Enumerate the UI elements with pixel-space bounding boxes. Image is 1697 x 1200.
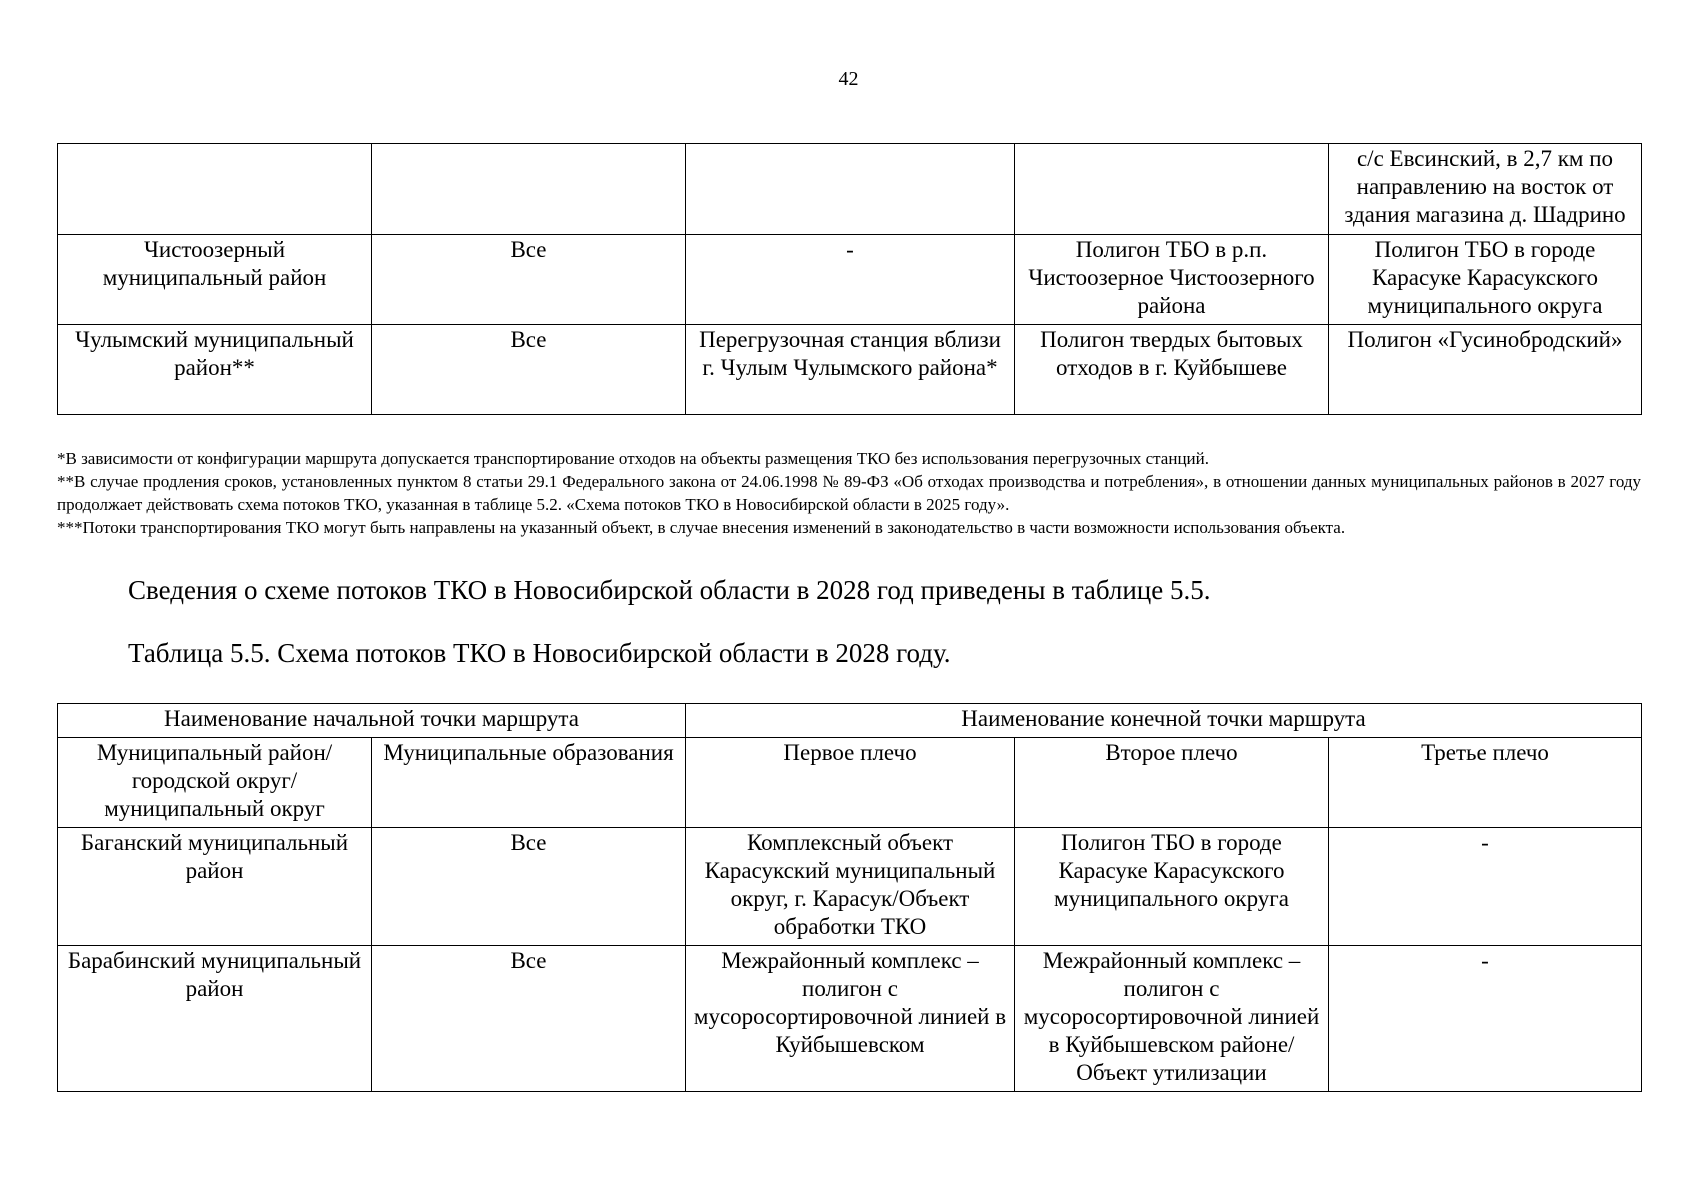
table-cell: Все <box>372 946 686 1092</box>
column-header: Первое плечо <box>686 738 1015 828</box>
table-cell: Межрайонный комплекс – полигон с мусоросортировочной линией в Куйбышевском <box>686 946 1015 1092</box>
flow-table-5-5 <box>57 703 1642 1092</box>
table-row <box>58 235 1642 325</box>
table-cell: - <box>1329 946 1642 1092</box>
column-header: Муниципальные образования <box>372 738 686 828</box>
footnote: *В зависимости от конфигурации маршрута допускается транспортирование отходов на объекты размещения ТКО без использования перегрузочных станций. <box>57 449 1209 468</box>
table-cell: - <box>1329 828 1642 946</box>
table-row <box>58 946 1642 1092</box>
table-cell: с/с Евсинский, в 2,7 км по направлению на восток от здания магазина д. Шадрино <box>1329 144 1642 235</box>
table-cell: Полигон «Гусинобродский» <box>1329 325 1642 415</box>
table-cell: Полигон твердых бытовых отходов в г. Куйбышеве <box>1015 325 1329 415</box>
group-header-end: Наименование конечной точки маршрута <box>686 704 1642 738</box>
table-cell: - <box>686 235 1015 325</box>
group-header-start: Наименование начальной точки маршрута <box>58 704 686 738</box>
table-cell: Все <box>372 325 686 415</box>
table-cell <box>58 144 372 235</box>
continued-flow-table <box>57 143 1642 415</box>
table-cell: Полигон ТБО в городе Карасуке Карасукского муниципального округа <box>1329 235 1642 325</box>
table-cell: Полигон ТБО в р.п. Чистоозерное Чистоозерного района <box>1015 235 1329 325</box>
footnote: ***Потоки транспортирования ТКО могут быть направлены на указанный объект, в случае внесения изменений в законодательство в части возможности использования объекта. <box>57 518 1346 537</box>
table-row <box>58 325 1642 415</box>
footnote: **В случае продления сроков, установленных пунктом 8 статьи 29.1 Федерального закона от 24.06.1998 № 89-ФЗ «Об отходах производства и потребления», в отношении данных муниципальных районов в 2027 году продолжает действовать схема потоков ТКО, указанная в таблице 5.2. «Схема потоков ТКО в Новосибирской области в 2025 году». <box>57 472 1641 514</box>
table-cell <box>372 144 686 235</box>
table-cell: Полигон ТБО в городе Карасуке Карасукского муниципального округа <box>1015 828 1329 946</box>
table-cell: Комплексный объект Карасукский муниципальный округ, г. Карасук/Объект обработки ТКО <box>686 828 1015 946</box>
table-cell: Перегрузочная станция вблизи г. Чулым Чулымского района* <box>686 325 1015 415</box>
table-cell: Все <box>372 235 686 325</box>
footnotes <box>57 447 1641 539</box>
table-cell <box>1015 144 1329 235</box>
table-cell: Баганский муниципальный район <box>58 828 372 946</box>
table-cell: Межрайонный комплекс – полигон с мусоросортировочной линией в Куйбышевском районе/Объект утилизации <box>1015 946 1329 1092</box>
table-cell: Все <box>372 828 686 946</box>
intro-paragraph: Сведения о схеме потоков ТКО в Новосибирской области в 2028 год приведены в таблице 5.5. <box>128 575 1211 605</box>
table-caption: Таблица 5.5. Схема потоков ТКО в Новосибирской области в 2028 году. <box>128 638 951 668</box>
column-header: Второе плечо <box>1015 738 1329 828</box>
column-header: Муниципальный район/городской округ/муниципальный округ <box>58 738 372 828</box>
column-header: Третье плечо <box>1329 738 1642 828</box>
table-cell: Чистоозерный муниципальный район <box>58 235 372 325</box>
table-row <box>58 828 1642 946</box>
table-header-row <box>58 738 1642 828</box>
table-cell: Чулымский муниципальный район** <box>58 325 372 415</box>
page-number: 42 <box>838 68 859 90</box>
table-cell: Барабинский муниципальный район <box>58 946 372 1092</box>
table-group-header-row <box>58 704 1642 738</box>
table-cell <box>686 144 1015 235</box>
table-row <box>58 144 1642 235</box>
